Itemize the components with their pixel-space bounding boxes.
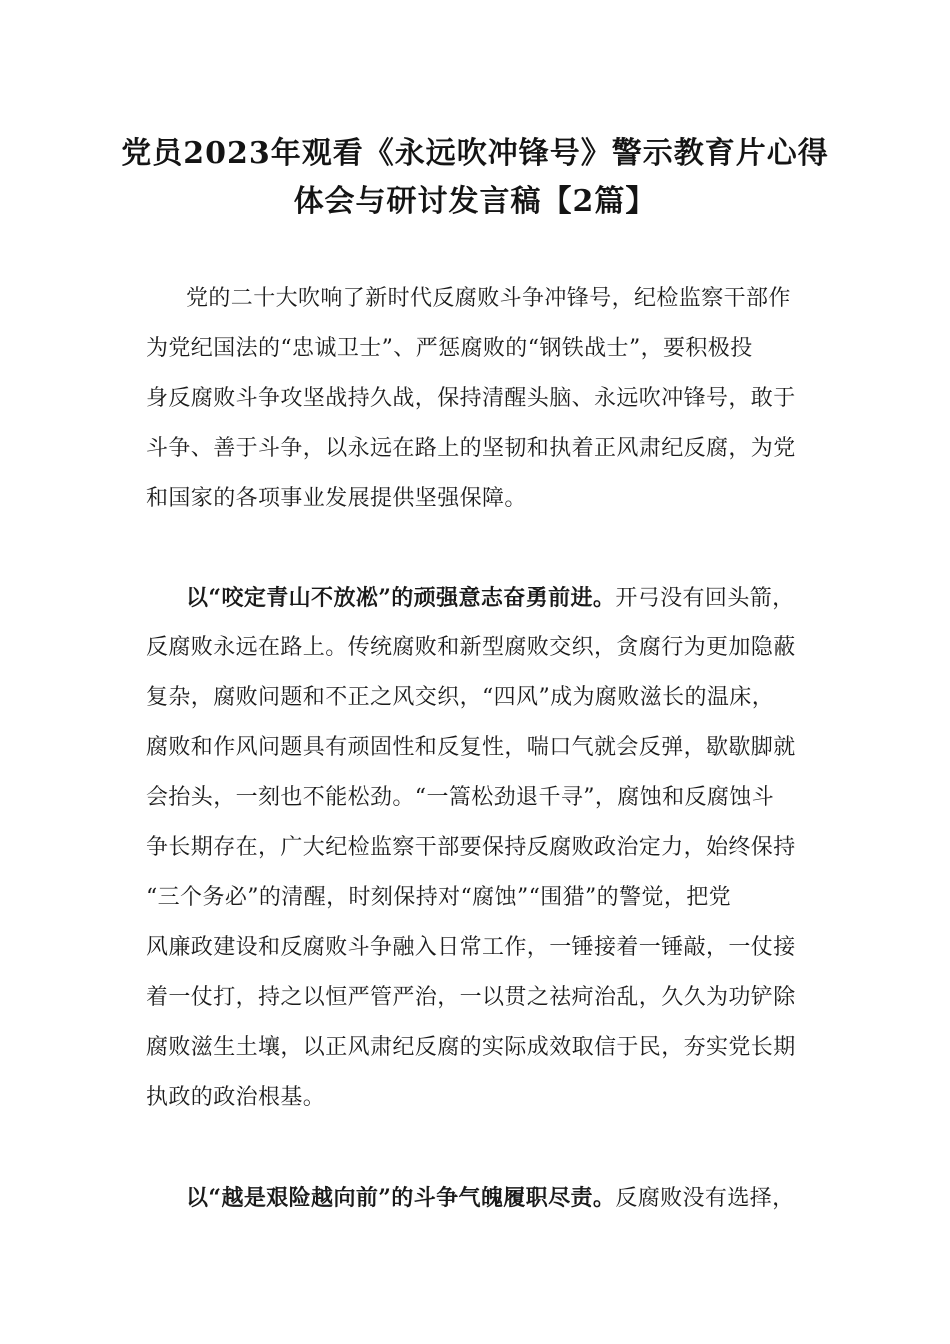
paragraph-1-line-5: 和国家的各项事业发展提供坚强保障。 bbox=[146, 486, 527, 511]
paragraph-2-line-4: 腐败和作风问题具有顽固性和反复性，喘口气就会反弹，歇歇脚就 bbox=[146, 735, 796, 760]
paragraph-2-line-3: 复杂，腐败问题和不正之风交织，“四风”成为腐败滋长的温床， bbox=[146, 685, 775, 710]
document-title-line-2: 体会与研讨发言稿【2篇】 bbox=[293, 184, 657, 219]
paragraph-1-line-4: 斗争、善于斗争，以永远在路上的坚韧和执着正风肃纪反腐，为党 bbox=[146, 436, 796, 461]
paragraph-1-line-3: 身反腐败斗争攻坚战持久战，保持清醒头脑、永远吹冲锋号，敢于 bbox=[146, 386, 796, 411]
paragraph-2-line-7: “三个务必”的清醒，时刻保持对“腐蚀”“围猎”的警觉，把党 bbox=[146, 885, 732, 910]
paragraph-2-line-8: 风廉政建设和反腐败斗争融入日常工作，一锤接着一锤敲，一仗接 bbox=[146, 935, 796, 960]
paragraph-2-line-10: 腐败滋生土壤，以正风肃纪反腐的实际成效取信于民，夯实党长期 bbox=[146, 1035, 796, 1060]
paragraph-2-line-11: 执政的政治根基。 bbox=[146, 1085, 326, 1110]
paragraph-3-lead: 以“越是艰险越向前”的斗争气魄履职尽责。 bbox=[186, 1185, 616, 1211]
document-title-line-1: 党员2023年观看《永远吹冲锋号》警示教育片心得 bbox=[121, 136, 829, 171]
paragraph-2-line-5: 会抬头，一刻也不能松劲。“一篙松劲退千寻”，腐蚀和反腐蚀斗 bbox=[146, 785, 775, 810]
paragraph-2-line-6: 争长期存在，广大纪检监察干部要保持反腐败政治定力，始终保持 bbox=[146, 835, 796, 860]
paragraph-2-line-9: 着一仗打，持之以恒严管严治，一以贯之祛疴治乱，久久为功铲除 bbox=[146, 985, 796, 1010]
paragraph-3-line-1 bbox=[186, 1183, 806, 1214]
paragraph-3-first-line-rest: 反腐败没有选择， bbox=[615, 1186, 795, 1211]
paragraph-1-line-2: 为党纪国法的“忠诚卫士”、严惩腐败的“钢铁战士”，要积极投 bbox=[146, 336, 753, 361]
paragraph-2-lead: 以“咬定青山不放凇”的顽强意志奋勇前进。 bbox=[186, 585, 616, 611]
paragraph-2-line-2: 反腐败永远在路上。传统腐败和新型腐败交织，贪腐行为更加隐蔽 bbox=[146, 635, 796, 660]
paragraph-2-first-line-rest: 开弓没有回头箭， bbox=[615, 586, 795, 611]
paragraph-1-line-1: 党的二十大吹响了新时代反腐败斗争冲锋号，纪检监察干部作 bbox=[186, 286, 791, 311]
paragraph-2-line-1 bbox=[186, 583, 806, 614]
